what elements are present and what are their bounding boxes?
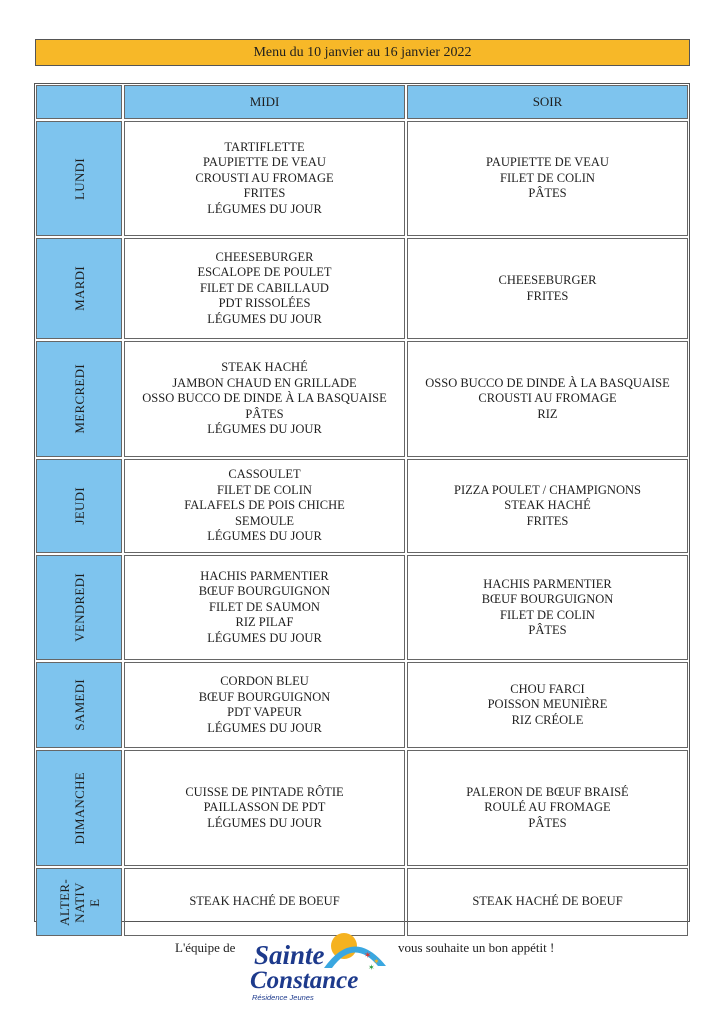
- dish-item: CUISSE DE PINTADE RÔTIE: [185, 784, 344, 799]
- midi-dishes-cell: [124, 238, 405, 339]
- logo-line2: Constance: [250, 967, 359, 994]
- dish-item: PÂTES: [528, 815, 567, 830]
- day-label-cell: [36, 555, 122, 660]
- day-label-cell: [36, 341, 122, 457]
- dish-item: PAUPIETTE DE VEAU: [203, 155, 326, 170]
- svg-text:✶: ✶: [364, 950, 372, 960]
- midi-dishes-cell: [124, 750, 405, 866]
- dish-item: RIZ PILAF: [235, 615, 294, 630]
- dish-item: LÉGUMES DU JOUR: [207, 422, 322, 437]
- dish-item: JAMBON CHAUD EN GRILLADE: [172, 375, 357, 390]
- dish-item: FRITES: [526, 513, 569, 528]
- day-label: ALTER- NATIV E: [56, 878, 102, 926]
- dish-item: RIZ CRÉOLE: [511, 712, 584, 727]
- dish-item: PÂTES: [245, 406, 284, 421]
- dish-item: STEAK HACHÉ DE BOEUF: [472, 894, 623, 909]
- footer-text-right: vous souhaite un bon appétit !: [398, 940, 555, 955]
- dish-item: CASSOULET: [228, 467, 301, 482]
- dish-item: CORDON BLEU: [220, 674, 309, 688]
- svg-text:✶: ✶: [368, 963, 375, 972]
- soir-dishes-cell: [407, 555, 688, 660]
- dish-item: PIZZA POULET / CHAMPIGNONS: [454, 482, 641, 497]
- day-label: MERCREDI: [71, 364, 87, 434]
- table-corner: [36, 85, 122, 119]
- dish-item: PÂTES: [528, 623, 567, 637]
- dish-item: HACHIS PARMENTIER: [200, 568, 329, 583]
- dish-item: FRITES: [243, 186, 286, 201]
- dish-item: TARTIFLETTE: [224, 139, 305, 154]
- column-header-midi: MIDI: [124, 85, 405, 119]
- dish-item: LÉGUMES DU JOUR: [207, 630, 322, 645]
- midi-dishes-cell: [124, 555, 405, 660]
- day-label-cell: [36, 662, 122, 748]
- dish-item: FILET DE COLIN: [500, 170, 595, 185]
- day-label: JEUDI: [71, 487, 87, 525]
- dish-item: LÉGUMES DU JOUR: [207, 815, 322, 830]
- dish-item: FILET DE SAUMON: [209, 599, 320, 614]
- day-label-cell: [36, 459, 122, 553]
- soir-dishes-cell: [407, 121, 688, 236]
- dish-item: PÂTES: [528, 186, 567, 201]
- menu-title: [35, 39, 690, 66]
- logo-line1: Sainte: [254, 940, 325, 970]
- day-label-cell: [36, 868, 122, 936]
- dish-item: POISSON MEUNIÈRE: [487, 697, 608, 712]
- day-label: VENDREDI: [71, 573, 87, 642]
- dish-item: BŒUF BOURGUIGNON: [198, 584, 331, 599]
- day-label-cell: [36, 750, 122, 866]
- dish-item: OSSO BUCCO DE DINDE À LA BASQUAISE: [142, 391, 387, 406]
- day-label-cell: [36, 238, 122, 339]
- dish-item: CHEESEBURGER: [215, 249, 314, 264]
- day-label: SAMEDI: [71, 679, 87, 731]
- day-label: LUNDI: [71, 157, 87, 200]
- soir-dishes-cell: [407, 868, 688, 936]
- dish-item: LÉGUMES DU JOUR: [207, 720, 322, 735]
- dish-item: HACHIS PARMENTIER: [483, 576, 612, 591]
- dish-item: FRITES: [526, 288, 569, 303]
- footer-text-left: L'équipe de: [175, 940, 236, 955]
- dish-item: FILET DE COLIN: [500, 607, 595, 622]
- dish-item: BŒUF BOURGUIGNON: [198, 689, 331, 704]
- dish-item: CHOU FARCI: [510, 681, 585, 696]
- dish-item: PDT VAPEUR: [227, 705, 302, 719]
- day-label: DIMANCHE: [71, 771, 87, 845]
- dish-item: STEAK HACHÉ DE BOEUF: [189, 894, 340, 909]
- logo-subtitle: Résidence Jeunes: [252, 993, 314, 1002]
- dish-item: LÉGUMES DU JOUR: [207, 311, 322, 326]
- dish-item: ROULÉ AU FROMAGE: [484, 800, 611, 815]
- dish-item: LÉGUMES DU JOUR: [207, 529, 322, 544]
- dish-item: FILET DE CABILLAUD: [200, 280, 329, 295]
- midi-dishes-cell: [124, 662, 405, 748]
- dish-item: RIZ: [537, 406, 558, 421]
- dish-item: OSSO BUCCO DE DINDE À LA BASQUAISE: [425, 375, 670, 390]
- column-header-soir: SOIR: [407, 85, 688, 119]
- dish-item: STEAK HACHÉ: [504, 498, 591, 513]
- menu-table: [34, 83, 690, 926]
- footer: [0, 928, 725, 1008]
- soir-dishes-cell: [407, 459, 688, 553]
- soir-dishes-cell: [407, 341, 688, 457]
- dish-item: BŒUF BOURGUIGNON: [481, 592, 614, 606]
- soir-dishes-cell: [407, 750, 688, 866]
- dish-item: CHEESEBURGER: [498, 273, 597, 287]
- dish-item: FILET DE COLIN: [217, 482, 312, 497]
- midi-dishes-cell: [124, 341, 405, 457]
- dish-item: STEAK HACHÉ: [221, 360, 308, 375]
- day-label: MARDI: [71, 266, 87, 311]
- sainte-constance-logo: [246, 928, 396, 1006]
- midi-dishes-cell: [124, 459, 405, 553]
- dish-item: LÉGUMES DU JOUR: [207, 201, 322, 216]
- midi-dishes-cell: [124, 868, 405, 936]
- menu-title-text: Menu du 10 janvier au 16 janvier 2022: [253, 44, 472, 60]
- dish-item: PAUPIETTE DE VEAU: [486, 155, 609, 170]
- dish-item: CROUSTI AU FROMAGE: [195, 170, 334, 185]
- dish-item: PALERON DE BŒUF BRAISÉ: [466, 784, 629, 799]
- dish-item: PDT RISSOLÉES: [218, 296, 311, 311]
- dish-item: PAILLASSON DE PDT: [203, 800, 326, 815]
- dish-item: ESCALOPE DE POULET: [197, 265, 332, 280]
- soir-dishes-cell: [407, 662, 688, 748]
- dish-item: FALAFELS DE POIS CHICHE: [184, 498, 345, 513]
- dish-item: SEMOULE: [234, 513, 295, 528]
- dish-item: CROUSTI AU FROMAGE: [478, 391, 617, 406]
- day-label-cell: [36, 121, 122, 236]
- midi-dishes-cell: [124, 121, 405, 236]
- soir-dishes-cell: [407, 238, 688, 339]
- svg-text:✶: ✶: [373, 957, 380, 966]
